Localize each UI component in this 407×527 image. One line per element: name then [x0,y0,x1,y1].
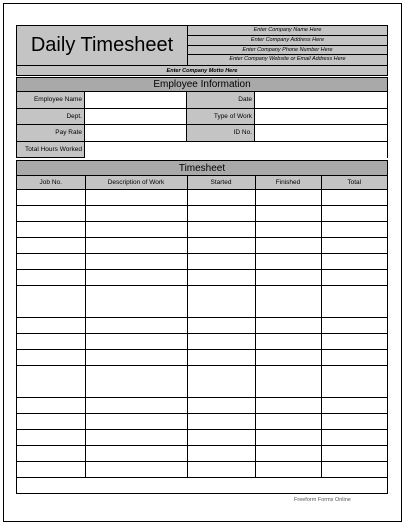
description-cell[interactable] [85,190,187,206]
started-cell[interactable] [187,206,255,222]
finished-cell[interactable] [255,238,321,254]
description-cell[interactable] [85,270,187,286]
pay-rate-field[interactable] [85,125,187,141]
description-cell[interactable] [85,238,187,254]
column-header-started: Started [187,176,255,190]
finished-cell[interactable] [255,398,321,414]
finished-cell[interactable] [255,446,321,462]
job-no-cell[interactable] [17,430,85,446]
started-cell[interactable] [187,254,255,270]
table-row [17,414,387,430]
table-row [17,238,387,254]
column-header-finished: Finished [255,176,321,190]
description-cell[interactable] [85,462,187,478]
employee-name-label: Employee Name [17,92,85,108]
started-cell[interactable] [187,334,255,350]
finished-cell[interactable] [255,254,321,270]
table-row [17,350,387,366]
date-label: Date [187,92,255,108]
total-cell[interactable] [321,366,387,398]
employee-row-1 [17,92,387,109]
company-phone-field[interactable]: Enter Company Phone Number Here [188,46,387,56]
started-cell[interactable] [187,462,255,478]
finished-cell[interactable] [255,190,321,206]
started-cell[interactable] [187,446,255,462]
description-cell[interactable] [85,350,187,366]
table-row [17,398,387,414]
finished-cell[interactable] [255,270,321,286]
description-cell[interactable] [85,398,187,414]
total-cell[interactable] [321,206,387,222]
total-cell[interactable] [321,334,387,350]
timesheet-section-title: Timesheet [17,161,387,176]
job-no-cell[interactable] [17,398,85,414]
job-no-cell[interactable] [17,238,85,254]
total-hours-field[interactable] [85,142,387,159]
column-header-description: Description of Work [85,176,187,190]
table-row [17,222,387,238]
total-cell[interactable] [321,318,387,334]
footer-credit: Freeform Forms Online [294,497,351,503]
started-cell[interactable] [187,414,255,430]
table-row [17,270,387,286]
description-cell[interactable] [85,334,187,350]
total-cell[interactable] [321,462,387,478]
finished-cell[interactable] [255,366,321,398]
description-cell[interactable] [85,430,187,446]
employee-information-section [16,77,388,158]
job-no-cell[interactable] [17,206,85,222]
total-hours-label: Total Hours Worked [17,142,85,159]
timesheet-form [3,3,402,522]
form-header [16,25,388,76]
description-cell[interactable] [85,318,187,334]
job-no-cell[interactable] [17,414,85,430]
started-cell[interactable] [187,318,255,334]
type-of-work-field[interactable] [255,109,387,125]
id-no-label: ID No. [187,125,255,141]
job-no-cell[interactable] [17,190,85,206]
table-row [17,206,387,222]
company-name-field[interactable]: Enter Company Name Here [188,26,387,36]
job-no-cell[interactable] [17,286,85,318]
company-address-field[interactable]: Enter Company Address Here [188,36,387,46]
dept-field[interactable] [85,109,187,125]
dept-label: Dept. [17,109,85,125]
total-cell[interactable] [321,414,387,430]
table-row [17,254,387,270]
finished-cell[interactable] [255,430,321,446]
total-cell[interactable] [321,238,387,254]
total-cell[interactable] [321,222,387,238]
employee-section-title: Employee Information [17,78,387,92]
started-cell[interactable] [187,286,255,318]
started-cell[interactable] [187,366,255,398]
employee-name-field[interactable] [85,92,187,108]
started-cell[interactable] [187,350,255,366]
started-cell[interactable] [187,222,255,238]
started-cell[interactable] [187,430,255,446]
job-no-cell[interactable] [17,366,85,398]
column-header-job-no: Job No. [17,176,85,190]
finished-cell[interactable] [255,206,321,222]
table-row [17,446,387,462]
job-no-cell[interactable] [17,350,85,366]
company-website-field[interactable]: Enter Company Website or Email Address Here [229,56,346,63]
table-row [17,334,387,350]
description-cell[interactable] [85,414,187,430]
started-cell[interactable] [187,270,255,286]
timesheet-section [16,160,388,494]
total-cell[interactable] [321,398,387,414]
job-no-cell[interactable] [17,446,85,462]
finished-cell[interactable] [255,350,321,366]
employee-row-2 [17,109,387,126]
finished-cell[interactable] [255,222,321,238]
total-cell[interactable] [321,270,387,286]
finished-cell[interactable] [255,318,321,334]
type-of-work-label: Type of Work [187,109,255,125]
job-no-cell[interactable] [17,254,85,270]
finished-cell[interactable] [255,414,321,430]
description-cell[interactable] [85,222,187,238]
form-title: Daily Timesheet [30,34,174,56]
timesheet-table [17,161,387,478]
started-cell[interactable] [187,190,255,206]
total-cell[interactable] [321,430,387,446]
job-no-cell[interactable] [17,334,85,350]
column-header-total: Total [321,176,387,190]
description-cell[interactable] [85,254,187,270]
timesheet-body [17,190,387,478]
company-info [187,26,387,65]
description-cell[interactable] [85,446,187,462]
job-no-cell[interactable] [17,318,85,334]
finished-cell[interactable] [255,334,321,350]
started-cell[interactable] [187,398,255,414]
description-cell[interactable] [85,206,187,222]
employee-row-4 [17,142,387,159]
employee-row-3 [17,125,387,142]
started-cell[interactable] [187,238,255,254]
table-row [17,462,387,478]
total-cell[interactable] [321,190,387,206]
id-no-field[interactable] [255,125,387,141]
total-cell[interactable] [321,286,387,318]
pay-rate-label: Pay Rate [17,125,85,141]
total-cell[interactable] [321,446,387,462]
table-row [17,190,387,206]
description-cell[interactable] [85,286,187,318]
table-row [17,366,387,398]
date-field[interactable] [255,92,387,108]
job-no-cell[interactable] [17,462,85,478]
job-no-cell[interactable] [17,222,85,238]
table-row [17,318,387,334]
table-row [17,430,387,446]
total-cell[interactable] [321,254,387,270]
job-no-cell[interactable] [17,270,85,286]
table-row [17,286,387,318]
description-cell[interactable] [85,366,187,398]
company-motto-field[interactable]: Enter Company Motto Here [17,65,387,76]
total-cell[interactable] [321,350,387,366]
finished-cell[interactable] [255,286,321,318]
finished-cell[interactable] [255,462,321,478]
